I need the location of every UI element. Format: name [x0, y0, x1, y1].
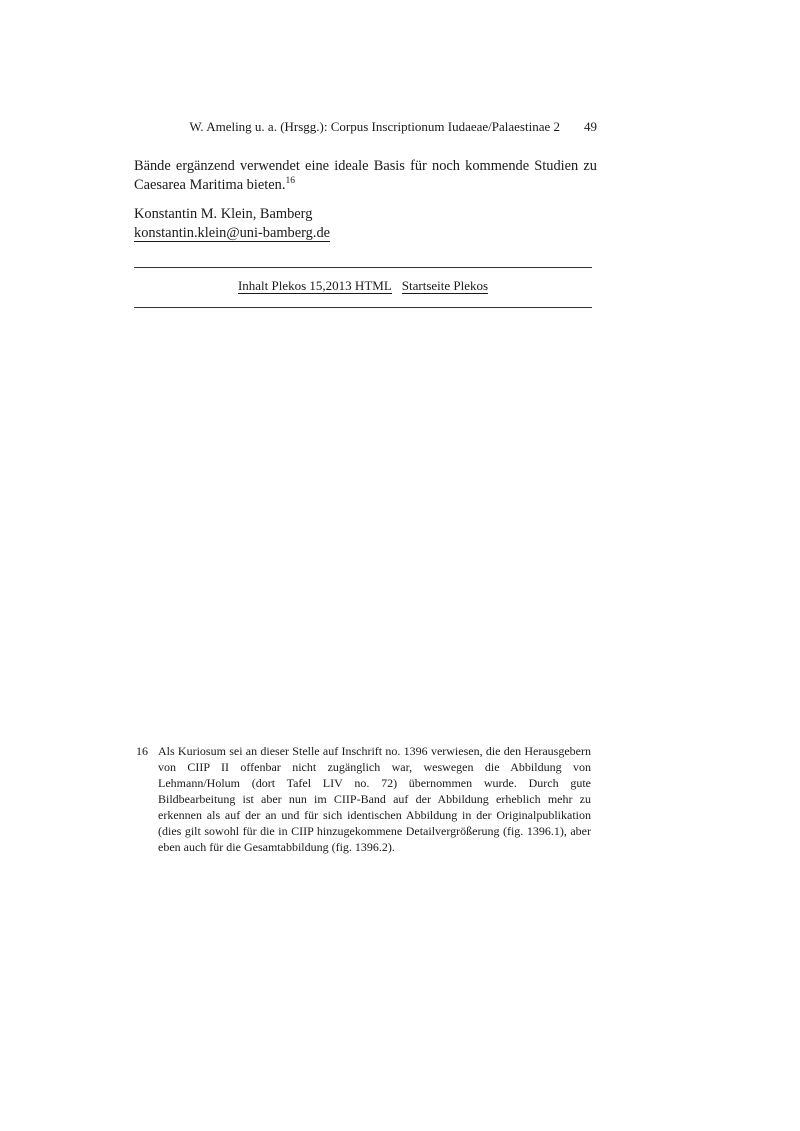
divider-bottom: [134, 307, 592, 308]
footnote: [136, 743, 591, 855]
footnote-number: 16: [136, 744, 148, 758]
footnote-reference[interactable]: 16: [285, 176, 295, 186]
page-number: 49: [584, 119, 597, 134]
author-name: Konstantin M. Klein, Bamberg: [134, 206, 313, 222]
footnote-text: Als Kuriosum sei an dieser Stelle auf Inschrift no. 1396 verwiesen, die den Herausgebern von CIIP II offenbar nicht zugänglich war, weswegen die Abbildung von Lehmann/Holum (dort Tafel LIV no. 72) übernommen wurde. Durch gute Bildbearbeitung ist aber nun im CIIP-Band auf der Abbildung erheblich mehr zu erkennen als auf der an und für sich identischen Abbildung in der Originalpublikation (dies gilt sowohl für die in CIIP hinzugekommene Detailvergrößerung (fig. 1396.1), aber eben auch für die Gesamtabbildung (fig. 1396.2).: [158, 744, 591, 854]
author-block: [134, 205, 597, 243]
running-header-title: W. Ameling u. a. (Hrsgg.): Corpus Inscriptionum Iudaeae/Palaestinae 2: [189, 119, 560, 134]
home-link[interactable]: Startseite Plekos: [401, 278, 489, 293]
contents-link[interactable]: Inhalt Plekos 15,2013 HTML: [237, 278, 392, 293]
body-paragraph: [134, 157, 597, 195]
body-paragraph-text: Bände ergänzend verwendet eine ideale Basis für noch kommende Studien zu Caesarea Maritima bieten.: [134, 158, 597, 193]
divider-top: [134, 267, 592, 268]
running-header: [134, 119, 597, 135]
author-email-link[interactable]: konstantin.klein@uni-bamberg.de: [134, 225, 331, 241]
navigation-links: [134, 278, 592, 294]
